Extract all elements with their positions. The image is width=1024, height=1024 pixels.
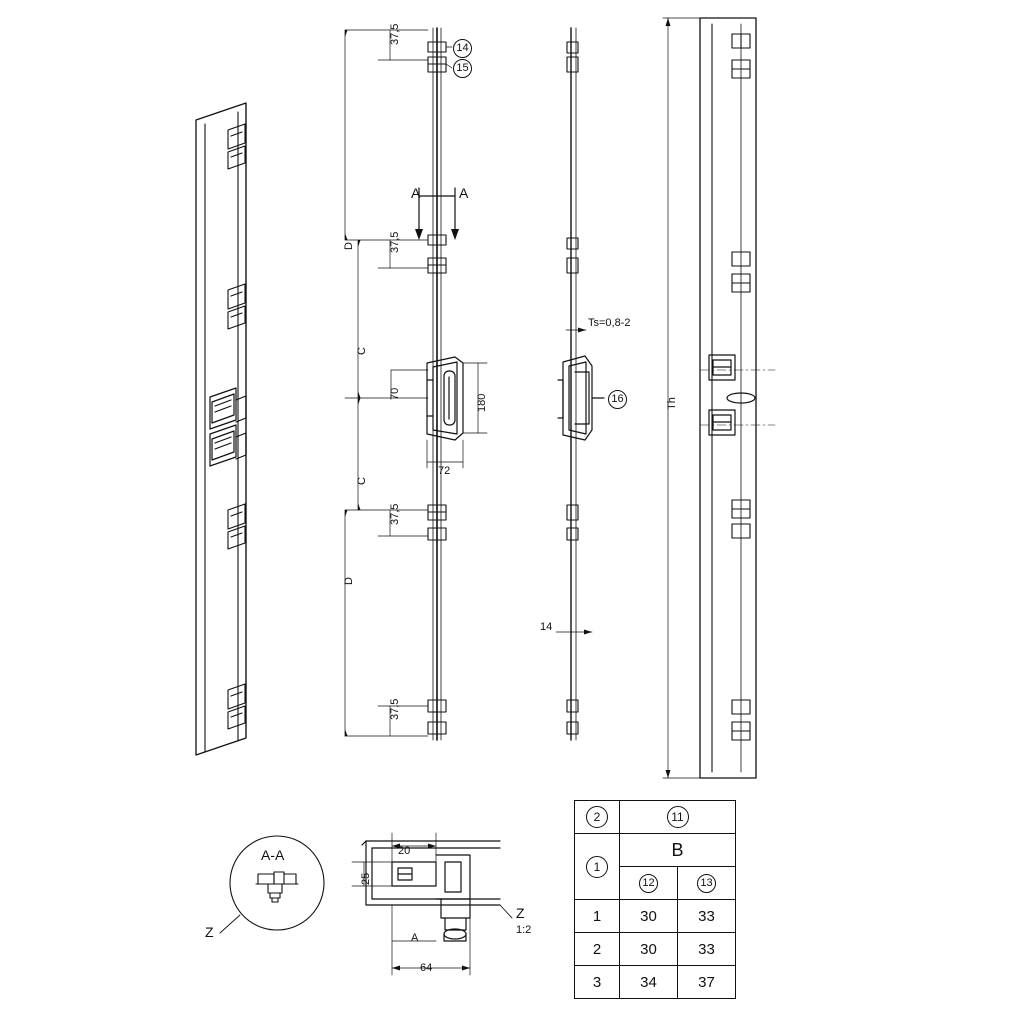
dim-72: 72 [438, 465, 451, 477]
dim-top-375: 37,5 [389, 23, 401, 45]
cell-balloon-13: 13 [678, 867, 736, 900]
dim-ts: Ts=0,8-2 [588, 317, 631, 329]
dim-c-lower: C [356, 477, 368, 485]
detail-z [352, 833, 512, 975]
table-row [575, 900, 736, 933]
balloon-16: 16 [608, 390, 627, 409]
cell-row1-v13: 33 [678, 900, 736, 933]
table-row [575, 834, 736, 867]
table-row [575, 801, 736, 834]
detail-aa-label: A-A [261, 847, 285, 863]
right-isometric-view [663, 18, 775, 778]
table-row [575, 933, 736, 966]
balloon-15: 15 [453, 59, 472, 78]
detail-z-label: Z [516, 905, 525, 921]
section-arrow-a-right: A [459, 185, 469, 201]
dim-14: 14 [540, 621, 553, 633]
cell-row2-key: 2 [575, 933, 620, 966]
cell-balloon-2: 2 [575, 801, 620, 834]
balloon-14: 14 [453, 39, 472, 58]
cell-group-b: B [620, 834, 736, 867]
cell-balloon-12: 12 [620, 867, 678, 900]
dim-th: Th [666, 397, 678, 410]
isometric-profile-view [196, 103, 246, 755]
dim-c-upper: C [356, 347, 368, 355]
cell-row2-v12: 30 [620, 933, 678, 966]
cell-balloon-11: 11 [620, 801, 736, 834]
cell-balloon-1: 1 [575, 834, 620, 900]
dim-a: A [411, 932, 419, 944]
table-row [575, 966, 736, 999]
dim-375-bottom: 37,5 [389, 698, 401, 720]
dim-d-upper: D [343, 242, 355, 250]
dim-64: 64 [420, 962, 433, 974]
cell-row3-v12: 34 [620, 966, 678, 999]
cell-row3-v13: 37 [678, 966, 736, 999]
front-elevation-view [345, 28, 487, 740]
dim-25: 25 [360, 872, 372, 885]
dim-20: 20 [398, 845, 411, 857]
cell-row2-v13: 33 [678, 933, 736, 966]
side-elevation-view [556, 28, 604, 740]
dim-180: 180 [476, 393, 488, 412]
dim-70: 70 [389, 387, 401, 400]
detail-aa-leader-z: Z [205, 924, 214, 940]
cell-row1-key: 1 [575, 900, 620, 933]
cell-row3-key: 3 [575, 966, 620, 999]
dim-375-third: 37,5 [389, 503, 401, 525]
cell-row1-v12: 30 [620, 900, 678, 933]
section-arrow-a-left: A [411, 185, 421, 201]
parameter-table [574, 800, 736, 999]
dim-d-lower: D [343, 577, 355, 585]
detail-z-scale: 1:2 [516, 924, 532, 936]
dim-375-second: 37,5 [389, 231, 401, 253]
